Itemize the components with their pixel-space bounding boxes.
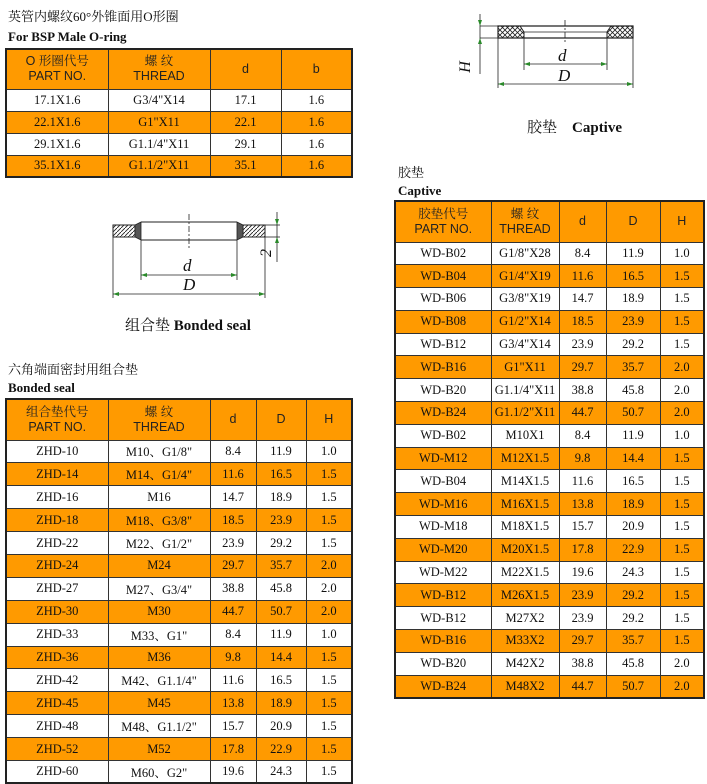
table-cell: 29.7 bbox=[559, 630, 606, 653]
table-cell: 22.9 bbox=[606, 538, 660, 561]
table-cell: 1.6 bbox=[281, 133, 352, 155]
table-cell: 23.9 bbox=[606, 310, 660, 333]
table-cell: M10、G1/8" bbox=[108, 440, 210, 463]
column-header-cn: O 形圈代号 bbox=[25, 54, 89, 69]
oring-title-cn: 英管内螺纹60°外锥面用O形圈 bbox=[8, 9, 179, 24]
column-header bbox=[256, 399, 306, 440]
table-cell: M18X1.5 bbox=[491, 516, 559, 539]
table-cell: M22、G1/2" bbox=[108, 532, 210, 555]
table-cell: 18.5 bbox=[559, 310, 606, 333]
table-header-row bbox=[6, 399, 352, 440]
table-row bbox=[6, 760, 352, 783]
table-row bbox=[6, 600, 352, 623]
table-row bbox=[6, 554, 352, 577]
table-cell: M26X1.5 bbox=[491, 584, 559, 607]
table-cell: 1.6 bbox=[281, 89, 352, 111]
table-cell: ZHD-24 bbox=[6, 554, 108, 577]
table-cell: ZHD-52 bbox=[6, 738, 108, 761]
table-cell: 1.5 bbox=[306, 463, 352, 486]
table-row bbox=[395, 470, 704, 493]
table-cell: 1.0 bbox=[660, 242, 704, 265]
table-cell: M30 bbox=[108, 600, 210, 623]
column-header-en: THREAD bbox=[499, 221, 551, 236]
table-cell: 8.4 bbox=[559, 424, 606, 447]
column-header-en: H bbox=[324, 412, 334, 427]
table-cell: 29.1X1.6 bbox=[6, 133, 108, 155]
table-row bbox=[395, 356, 704, 379]
table-row bbox=[395, 584, 704, 607]
table-cell: 1.5 bbox=[306, 509, 352, 532]
table-cell: 1.5 bbox=[306, 532, 352, 555]
oring-title-en: For BSP Male O-ring bbox=[8, 29, 127, 44]
table-cell: 1.6 bbox=[281, 111, 352, 133]
table-cell: G3/4"X14 bbox=[491, 333, 559, 356]
table-row bbox=[395, 493, 704, 516]
column-header-cn: 螺 纹 bbox=[144, 54, 174, 69]
table-cell: 1.5 bbox=[306, 760, 352, 783]
table-cell: M36 bbox=[108, 646, 210, 669]
table-row bbox=[6, 440, 352, 463]
table-cell: 1.5 bbox=[660, 265, 704, 288]
table-cell: 23.9 bbox=[559, 584, 606, 607]
table-cell: 23.9 bbox=[559, 333, 606, 356]
table-cell: 14.7 bbox=[559, 288, 606, 311]
table-cell: 2.0 bbox=[306, 577, 352, 600]
column-header bbox=[108, 399, 210, 440]
table-row bbox=[395, 516, 704, 539]
table-cell: 9.8 bbox=[210, 646, 256, 669]
table-cell: 18.9 bbox=[606, 493, 660, 516]
table-cell: 11.9 bbox=[606, 424, 660, 447]
table-cell: ZHD-14 bbox=[6, 463, 108, 486]
table-cell: 17.1 bbox=[210, 89, 281, 111]
table-cell: 11.6 bbox=[559, 265, 606, 288]
table-cell: 18.5 bbox=[210, 509, 256, 532]
table-cell: ZHD-33 bbox=[6, 623, 108, 646]
table-row bbox=[395, 538, 704, 561]
column-header bbox=[6, 49, 108, 89]
table-row bbox=[395, 242, 704, 265]
table-cell: ZHD-45 bbox=[6, 692, 108, 715]
table-cell: M10X1 bbox=[491, 424, 559, 447]
bonded-seal-shape bbox=[113, 214, 265, 250]
table-cell: 22.1 bbox=[210, 111, 281, 133]
table-cell: WD-B16 bbox=[395, 356, 491, 379]
table-row bbox=[395, 607, 704, 630]
table-cell: 20.9 bbox=[256, 715, 306, 738]
table-cell: ZHD-22 bbox=[6, 532, 108, 555]
table-cell: 1.5 bbox=[660, 447, 704, 470]
table-cell: 8.4 bbox=[559, 242, 606, 265]
table-cell: 1.5 bbox=[306, 669, 352, 692]
table-cell: 1.5 bbox=[660, 310, 704, 333]
table-cell: 11.9 bbox=[256, 623, 306, 646]
table-row bbox=[395, 561, 704, 584]
table-cell: 38.8 bbox=[559, 652, 606, 675]
table-row bbox=[395, 379, 704, 402]
bonded-seal-diagram bbox=[105, 200, 280, 300]
table-cell: 29.2 bbox=[256, 532, 306, 555]
column-header bbox=[660, 201, 704, 242]
table-cell: 2.0 bbox=[660, 356, 704, 379]
table-cell: ZHD-10 bbox=[6, 440, 108, 463]
table-cell: 2.0 bbox=[306, 554, 352, 577]
bonded-title-cn: 六角端面密封用组合垫 bbox=[8, 362, 139, 377]
captive-caption-en: Captive bbox=[572, 120, 623, 136]
column-header-en: PART NO. bbox=[414, 221, 473, 236]
column-header-en: H bbox=[677, 214, 687, 229]
table-cell: ZHD-60 bbox=[6, 760, 108, 783]
table-cell: WD-M20 bbox=[395, 538, 491, 561]
table-cell: 14.4 bbox=[256, 646, 306, 669]
table-row bbox=[6, 111, 352, 133]
table-cell: 11.6 bbox=[210, 463, 256, 486]
bonded-label-d: d bbox=[183, 256, 192, 275]
table-cell: G1/4"X19 bbox=[491, 265, 559, 288]
captive-gasket-shape bbox=[498, 20, 633, 44]
column-header bbox=[108, 49, 210, 89]
column-header bbox=[395, 201, 491, 242]
table-cell: ZHD-30 bbox=[6, 600, 108, 623]
column-header bbox=[210, 49, 281, 89]
table-cell: 1.5 bbox=[660, 470, 704, 493]
column-header-en: d bbox=[579, 214, 586, 229]
column-header-en: PART NO. bbox=[28, 69, 87, 84]
table-cell: G1.1/2"X11 bbox=[108, 155, 210, 177]
table-cell: 1.5 bbox=[660, 584, 704, 607]
table-row bbox=[395, 652, 704, 675]
column-header-en: THREAD bbox=[133, 419, 185, 434]
table-cell: 14.7 bbox=[210, 486, 256, 509]
table-cell: 18.9 bbox=[256, 486, 306, 509]
table-cell: 16.5 bbox=[606, 265, 660, 288]
table-cell: 44.7 bbox=[559, 402, 606, 425]
table-cell: 1.5 bbox=[660, 607, 704, 630]
table-cell: ZHD-27 bbox=[6, 577, 108, 600]
table-cell: 2.0 bbox=[660, 402, 704, 425]
table-cell: G1/8"X28 bbox=[491, 242, 559, 265]
column-header bbox=[210, 399, 256, 440]
table-row bbox=[395, 675, 704, 698]
captive-spec-table bbox=[394, 200, 705, 699]
captive-title-en: Captive bbox=[398, 183, 442, 198]
column-header-en: D bbox=[276, 412, 286, 427]
table-cell: 1.5 bbox=[306, 646, 352, 669]
table-cell: WD-B12 bbox=[395, 333, 491, 356]
table-cell: 1.5 bbox=[660, 516, 704, 539]
table-row bbox=[6, 669, 352, 692]
table-cell: 1.0 bbox=[660, 424, 704, 447]
bonded-caption-cn: 组合垫 bbox=[125, 318, 171, 334]
table-row bbox=[6, 133, 352, 155]
table-cell: 50.7 bbox=[256, 600, 306, 623]
table-cell: M14X1.5 bbox=[491, 470, 559, 493]
table-cell: 2.0 bbox=[660, 652, 704, 675]
table-cell: 1.0 bbox=[306, 623, 352, 646]
table-cell: 1.5 bbox=[306, 692, 352, 715]
table-row bbox=[6, 738, 352, 761]
table-cell: ZHD-16 bbox=[6, 486, 108, 509]
column-header-en: D bbox=[628, 214, 638, 229]
table-row bbox=[6, 155, 352, 177]
table-cell: WD-B12 bbox=[395, 607, 491, 630]
table-cell: 35.1X1.6 bbox=[6, 155, 108, 177]
table-cell: M27X2 bbox=[491, 607, 559, 630]
table-cell: 35.7 bbox=[606, 356, 660, 379]
table-header-row bbox=[6, 49, 352, 89]
bonded-caption bbox=[125, 314, 251, 335]
table-cell: 38.8 bbox=[559, 379, 606, 402]
table-cell: 18.9 bbox=[256, 692, 306, 715]
table-cell: M20X1.5 bbox=[491, 538, 559, 561]
captive-diagram bbox=[456, 10, 680, 90]
column-header-en: b bbox=[312, 61, 320, 76]
table-cell: 15.7 bbox=[559, 516, 606, 539]
table-cell: M60、G2" bbox=[108, 760, 210, 783]
table-cell: 2.0 bbox=[660, 379, 704, 402]
table-cell: WD-B04 bbox=[395, 265, 491, 288]
table-cell: 20.9 bbox=[606, 516, 660, 539]
table-cell: WD-M12 bbox=[395, 447, 491, 470]
table-cell: ZHD-48 bbox=[6, 715, 108, 738]
table-cell: 23.9 bbox=[210, 532, 256, 555]
table-cell: WD-B04 bbox=[395, 470, 491, 493]
table-cell: M14、G1/4" bbox=[108, 463, 210, 486]
table-cell: 19.6 bbox=[559, 561, 606, 584]
table-cell: 1.5 bbox=[306, 486, 352, 509]
column-header bbox=[6, 399, 108, 440]
table-cell: 11.6 bbox=[210, 669, 256, 692]
table-cell: G1.1/4"X11 bbox=[491, 379, 559, 402]
table-cell: 16.5 bbox=[606, 470, 660, 493]
table-row bbox=[395, 333, 704, 356]
captive-caption bbox=[527, 116, 622, 137]
column-header bbox=[491, 201, 559, 242]
table-cell: G1/2"X14 bbox=[491, 310, 559, 333]
table-cell: M24 bbox=[108, 554, 210, 577]
table-cell: WD-M22 bbox=[395, 561, 491, 584]
table-cell: M48、G1.1/2" bbox=[108, 715, 210, 738]
table-cell: WD-M16 bbox=[395, 493, 491, 516]
table-cell: WD-B08 bbox=[395, 310, 491, 333]
table-cell: G1.1/2"X11 bbox=[491, 402, 559, 425]
table-row bbox=[6, 692, 352, 715]
table-cell: ZHD-18 bbox=[6, 509, 108, 532]
table-cell: M48X2 bbox=[491, 675, 559, 698]
table-cell: 17.8 bbox=[210, 738, 256, 761]
oring-spec-table bbox=[5, 48, 353, 178]
table-cell: 16.5 bbox=[256, 669, 306, 692]
table-cell: G3/8"X19 bbox=[491, 288, 559, 311]
table-cell: 35.7 bbox=[256, 554, 306, 577]
table-cell: 11.9 bbox=[606, 242, 660, 265]
table-row bbox=[395, 265, 704, 288]
table-cell: WD-B24 bbox=[395, 402, 491, 425]
table-cell: 15.7 bbox=[210, 715, 256, 738]
table-cell: 13.8 bbox=[559, 493, 606, 516]
captive-dimension-lines bbox=[480, 14, 633, 88]
bonded-title-en: Bonded seal bbox=[8, 380, 75, 395]
table-cell: 24.3 bbox=[256, 760, 306, 783]
table-cell: 17.8 bbox=[559, 538, 606, 561]
table-cell: M27、G3/4" bbox=[108, 577, 210, 600]
table-cell: 1.5 bbox=[660, 630, 704, 653]
table-cell: M22X1.5 bbox=[491, 561, 559, 584]
table-cell: 1.5 bbox=[660, 493, 704, 516]
table-cell: 29.1 bbox=[210, 133, 281, 155]
table-row bbox=[6, 486, 352, 509]
column-header-cn: 组合垫代号 bbox=[25, 404, 89, 419]
table-cell: 38.8 bbox=[210, 577, 256, 600]
table-header-row bbox=[395, 201, 704, 242]
table-cell: 14.4 bbox=[606, 447, 660, 470]
table-cell: WD-B24 bbox=[395, 675, 491, 698]
table-cell: 29.7 bbox=[210, 554, 256, 577]
table-cell: 29.7 bbox=[559, 356, 606, 379]
column-header-en: PART NO. bbox=[28, 419, 87, 434]
table-cell: 2.0 bbox=[306, 600, 352, 623]
table-cell: 50.7 bbox=[606, 402, 660, 425]
table-cell: WD-M18 bbox=[395, 516, 491, 539]
table-cell: 23.9 bbox=[559, 607, 606, 630]
table-cell: 17.1X1.6 bbox=[6, 89, 108, 111]
table-row bbox=[6, 463, 352, 486]
table-cell: M45 bbox=[108, 692, 210, 715]
column-header-cn: 螺 纹 bbox=[510, 206, 540, 221]
column-header bbox=[559, 201, 606, 242]
bonded-label-D: D bbox=[183, 275, 196, 294]
table-cell: WD-B02 bbox=[395, 424, 491, 447]
captive-title-cn: 胶垫 bbox=[398, 165, 425, 180]
table-cell: 44.7 bbox=[559, 675, 606, 698]
table-cell: 1.5 bbox=[660, 333, 704, 356]
table-row bbox=[6, 577, 352, 600]
table-cell: 35.7 bbox=[606, 630, 660, 653]
table-cell: WD-B02 bbox=[395, 242, 491, 265]
column-header bbox=[606, 201, 660, 242]
column-header-en: d bbox=[242, 61, 249, 76]
table-row bbox=[395, 630, 704, 653]
table-cell: 11.6 bbox=[559, 470, 606, 493]
bonded-spec-table bbox=[5, 398, 353, 784]
table-cell: 29.2 bbox=[606, 584, 660, 607]
table-row bbox=[6, 89, 352, 111]
column-header-cn: 胶垫代号 bbox=[418, 206, 469, 221]
table-cell: 1.6 bbox=[281, 155, 352, 177]
table-cell: WD-B06 bbox=[395, 288, 491, 311]
table-row bbox=[6, 532, 352, 555]
table-cell: 45.8 bbox=[256, 577, 306, 600]
table-cell: WD-B20 bbox=[395, 652, 491, 675]
table-cell: M42、G1.1/4" bbox=[108, 669, 210, 692]
table-cell: 9.8 bbox=[559, 447, 606, 470]
table-cell: 13.8 bbox=[210, 692, 256, 715]
table-cell: 45.8 bbox=[606, 379, 660, 402]
bonded-label-height: 2 bbox=[258, 249, 275, 257]
table-cell: M16 bbox=[108, 486, 210, 509]
table-cell: WD-B16 bbox=[395, 630, 491, 653]
table-cell: 18.9 bbox=[606, 288, 660, 311]
table-cell: G1.1/4"X11 bbox=[108, 133, 210, 155]
captive-label-H: H bbox=[456, 61, 474, 73]
table-cell: 16.5 bbox=[256, 463, 306, 486]
table-row bbox=[395, 447, 704, 470]
table-cell: 1.5 bbox=[306, 715, 352, 738]
table-cell: G1"X11 bbox=[491, 356, 559, 379]
table-cell: 1.5 bbox=[660, 288, 704, 311]
table-cell: 11.9 bbox=[256, 440, 306, 463]
table-cell: 19.6 bbox=[210, 760, 256, 783]
table-cell: 29.2 bbox=[606, 607, 660, 630]
table-cell: 1.5 bbox=[306, 738, 352, 761]
captive-caption-cn: 胶垫 bbox=[527, 120, 558, 136]
table-cell: ZHD-42 bbox=[6, 669, 108, 692]
table-cell: M42X2 bbox=[491, 652, 559, 675]
table-cell: 2.0 bbox=[660, 675, 704, 698]
table-row bbox=[395, 424, 704, 447]
table-row bbox=[395, 310, 704, 333]
table-cell: M18、G3/8" bbox=[108, 509, 210, 532]
table-cell: G3/4"X14 bbox=[108, 89, 210, 111]
table-cell: 44.7 bbox=[210, 600, 256, 623]
table-row bbox=[6, 715, 352, 738]
table-cell: WD-B12 bbox=[395, 584, 491, 607]
table-cell: ZHD-36 bbox=[6, 646, 108, 669]
table-cell: 8.4 bbox=[210, 440, 256, 463]
table-cell: M52 bbox=[108, 738, 210, 761]
table-row bbox=[6, 646, 352, 669]
table-cell: M16X1.5 bbox=[491, 493, 559, 516]
table-cell: 1.5 bbox=[660, 538, 704, 561]
table-row bbox=[395, 288, 704, 311]
table-row bbox=[395, 402, 704, 425]
table-cell: 35.1 bbox=[210, 155, 281, 177]
table-cell: 45.8 bbox=[606, 652, 660, 675]
captive-label-D: D bbox=[558, 66, 571, 85]
table-cell: M33、G1" bbox=[108, 623, 210, 646]
table-cell: 29.2 bbox=[606, 333, 660, 356]
table-cell: 8.4 bbox=[210, 623, 256, 646]
table-cell: 1.5 bbox=[660, 561, 704, 584]
captive-label-d: d bbox=[558, 46, 567, 65]
column-header-en: THREAD bbox=[133, 69, 185, 84]
table-cell: 1.0 bbox=[306, 440, 352, 463]
column-header bbox=[306, 399, 352, 440]
table-row bbox=[6, 623, 352, 646]
table-cell: M33X2 bbox=[491, 630, 559, 653]
bonded-caption-en: Bonded seal bbox=[173, 318, 251, 334]
column-header bbox=[281, 49, 352, 89]
table-cell: 23.9 bbox=[256, 509, 306, 532]
table-cell: 50.7 bbox=[606, 675, 660, 698]
table-row bbox=[6, 509, 352, 532]
table-cell: 22.1X1.6 bbox=[6, 111, 108, 133]
table-cell: G1"X11 bbox=[108, 111, 210, 133]
table-cell: 24.3 bbox=[606, 561, 660, 584]
column-header-en: d bbox=[229, 412, 237, 427]
table-cell: M12X1.5 bbox=[491, 447, 559, 470]
column-header-cn: 螺 纹 bbox=[144, 404, 174, 419]
table-cell: 22.9 bbox=[256, 738, 306, 761]
table-cell: WD-B20 bbox=[395, 379, 491, 402]
